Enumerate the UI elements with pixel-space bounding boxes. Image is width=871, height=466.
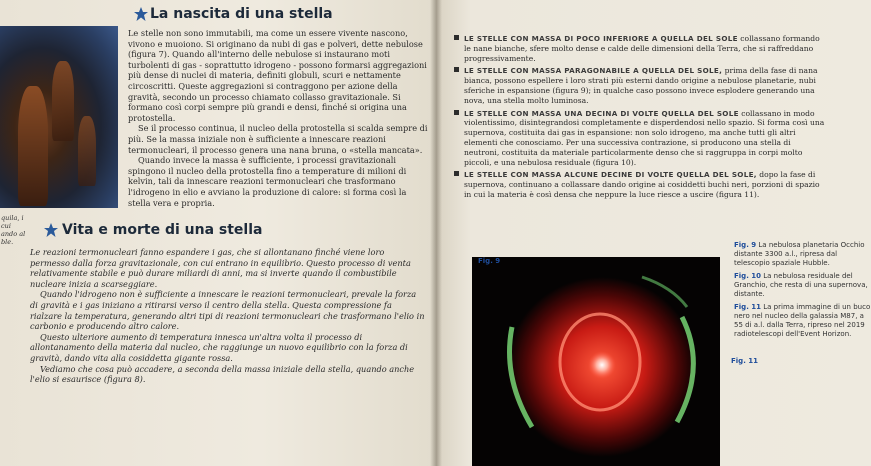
nebula-photo <box>0 26 118 208</box>
list-item: LE STELLE CON MASSA PARAGONABILE A QUELLA DEL SOLE, prima della fase di nana bianca, possono espellere i loro strati più esterni dando origine a nebulose planetarie, nubi sferiche in espansione (figura 9); in qualche caso possono invece esplodere generando una nova, una stella molto luminosa. <box>448 66 826 105</box>
star-icon <box>134 7 148 21</box>
paragraph: Quando invece la massa è sufficiente, i processi gravitazionali spingono il nucleo della protostella fino a temperature di milioni di kelvin, tali da innescare reazioni termonucleari che trasformano l'idrogeno in elio e avviano la produzione di calore: si forma così la stella vera e propria. <box>128 155 407 208</box>
paragraph: Questo ulteriore aumento di temperatura innesca un'altra volta il processo di allontanamento della materia dal nucleo, che raggiunge un nuovo equilibrio con la forza di gravità, dando vita alla cosiddetta gigante rossa. <box>30 331 408 363</box>
paragraph: Se il processo continua, il nucleo della protostella si scalda sempre di più. Se la massa iniziale non è sufficiente a innescare reazioni termonucleari, il processo genera una nana bruna, o «stella mancata». <box>128 123 428 155</box>
birth-text <box>128 28 428 208</box>
paragraph: Quando l'idrogeno non è sufficiente a innescare le reazioni termonucleari, prevale la forza di gravità e i gas iniziano a ritirarsi verso il centro della stella. Questa compressione fa rialzare la temperatura, generando altri tipi di reazioni termonucleari che trasformano l'elio in carbonio e producendo altro calore. <box>30 289 425 332</box>
list-item: LE STELLE CON MASSA DI POCO INFERIORE A QUELLA DEL SOLE collassano formando le nane bianche, sfere molto dense e calde delle dimensioni della Terra, che si raffreddano progressivamente. <box>448 34 826 63</box>
section-title-birth: La nascita di una stella <box>150 6 333 22</box>
side-note: quila, i cui ando al ble. <box>1 214 26 246</box>
caption: Fig. 11 La prima immagine di un buco nero nel nucleo della galassia M87, a 55 di a.l. dalla Terra, ripreso nel 2019 radiotelescopi dell'Event Horizon. <box>734 303 871 338</box>
caption: Fig. 9 La nebulosa planetaria Occhio distante 3300 a.l., ripresa dal telescopio spaziale Hubble. <box>734 241 865 267</box>
paragraph: Le stelle non sono immutabili, ma come un essere vivente nascono, vivono e muoiono. Si originano da nubi di gas e polveri, dette nebulose (figura 7). Quando all'interno delle nebulose si instaurano moti turbolenti di gas - soprattutto idrogeno - possono formarsi aggregazioni più dense di nuclei di materia, definiti globuli, scuri e nettamente circoscritti. Queste aggregazioni si contraggono per azione della gravità, secondo un processo chiamato collasso gravitazionale. Si formano così corpi sempre più grandi e densi, finché si origina una protostella. <box>128 28 427 123</box>
caption: Fig. 10 La nebulosa residuale del Granchio, che resta di una supernova, distante. <box>734 272 868 298</box>
section-title-life-death: Vita e morte di una stella <box>62 222 263 238</box>
life-death-text <box>30 247 425 385</box>
cat-eye-nebula-graphic <box>472 257 720 466</box>
nebula-figure-image <box>472 257 720 466</box>
star-icon <box>44 223 58 237</box>
figure-label: Fig. 11 <box>731 357 759 365</box>
star-fate-list <box>448 34 826 203</box>
paragraph: Vediamo che cosa può accadere, a seconda della massa iniziale della stella, quando anche l'elio si esaurisce (figura 8). <box>30 363 415 385</box>
list-item: LE STELLE CON MASSA ALCUNE DECINE DI VOLTE QUELLA DEL SOLE, dopo la fase di supernova, continuano a collassare dando origine ai cosiddetti buchi neri, porzioni di spazio in cui la materia è così densa che neppure la luce riesce a uscire (figura 11). <box>448 170 826 199</box>
paragraph: Le reazioni termonucleari fanno espandere i gas, che si allontanano finché viene loro permesso dalla forza gravitazionale, con cui entrano in equilibrio. Questo processo di venta relativamente stabile e può durare miliardi di anni, ma si inverte quando il combustibile nucleare inizia a scarseggiare. <box>30 247 411 289</box>
figure-label: Fig. 9 <box>478 257 501 265</box>
figure-captions <box>734 241 871 343</box>
book-spine <box>430 0 442 466</box>
list-item: LE STELLE CON MASSA UNA DECINA DI VOLTE QUELLA DEL SOLE collassano in modo violentissimo, disintegrandosi completamente e disperdendosi nello spazio. Si forma così una supernova, costituita dai gas in espansione: non solo idrogeno, ma anche tutti gli altri elementi che conosciamo. Per una successiva contrazione, si producono una stella di neutroni, costituita da materiale particolarmente denso che si raggruppa in corpi molto piccoli, e una nebulosa residuale (figura 10). <box>448 109 826 168</box>
